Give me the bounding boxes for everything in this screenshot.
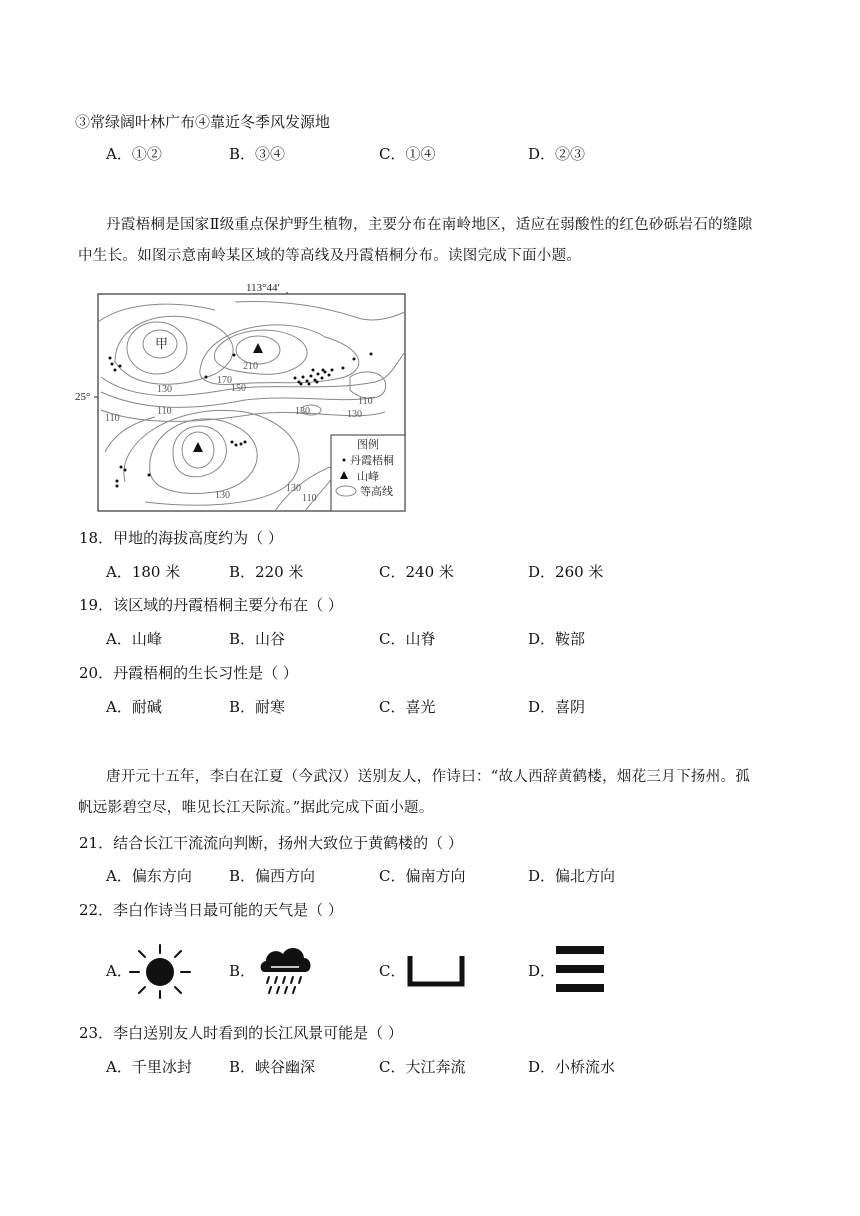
tree-dot <box>306 380 309 383</box>
tree-dot <box>308 383 311 386</box>
contour-label: 130 <box>157 384 172 395</box>
option-d: D．260 米 <box>528 563 604 581</box>
option-b: B．偏西方向 <box>229 867 316 885</box>
tree-dot <box>119 365 122 368</box>
question-21-stem: 21．结合长江干流流向判断，扬州大致位于黄鹤楼的（ ） <box>79 834 463 852</box>
question-stem-fragment: ③常绿阔叶林广布④靠近冬季风发源地 <box>75 113 331 131</box>
option-b: B．耐寒 <box>229 698 286 716</box>
contour-label: 130 <box>295 406 310 417</box>
tree-dot <box>312 369 315 372</box>
tree-dot <box>116 480 119 483</box>
contour-label: 110 <box>358 396 373 407</box>
option-a: A．①② <box>106 145 162 163</box>
tree-dot <box>300 383 303 386</box>
option-b: B．山谷 <box>229 630 286 648</box>
sandstorm-icon <box>407 954 465 988</box>
place-label-jia: 甲 <box>155 337 169 352</box>
tree-dot <box>294 377 297 380</box>
q20-options <box>106 696 666 718</box>
contour-label: 110 <box>157 406 172 417</box>
contour-label: 110 <box>105 413 120 424</box>
legend-tree-label: 丹霞梧桐 <box>350 454 394 467</box>
tree-dot <box>353 358 356 361</box>
option-b: B．峡谷幽深 <box>229 1058 316 1076</box>
sun-icon <box>126 943 194 999</box>
tree-dot <box>317 373 320 376</box>
option-c: C．①④ <box>379 145 436 163</box>
question-23-stem: 23．李白送别友人时看到的长江风景可能是（ ） <box>79 1024 403 1042</box>
q19-options <box>106 628 666 650</box>
legend-title: 图例 <box>357 438 379 451</box>
contour-label: 170 <box>217 375 232 386</box>
contour-label: 210 <box>243 361 258 372</box>
rain-cloud-icon <box>257 942 313 996</box>
tree-dot <box>331 369 334 372</box>
option-d: D．鞍部 <box>528 630 586 648</box>
tree-dot <box>328 374 331 377</box>
option-label: B． <box>229 962 256 980</box>
tree-dot-icon <box>343 459 346 462</box>
tree-dot <box>302 376 305 379</box>
q23-options <box>106 1056 666 1078</box>
tree-dot <box>316 381 319 384</box>
option-label: C． <box>379 962 406 980</box>
tree-dot <box>124 469 127 472</box>
option-label: A． <box>106 962 132 980</box>
option-a: A．180 米 <box>106 563 181 581</box>
question-19-stem: 19．该区域的丹霞梧桐主要分布在（ ） <box>79 596 343 614</box>
tree-dot <box>116 485 119 488</box>
tree-dot <box>240 443 243 446</box>
option-c: C．大江奔流 <box>379 1058 466 1076</box>
passage-1-line-2: 中生长。如图示意南岭某区域的等高线及丹霞梧桐分布。读图完成下面小题。 <box>78 248 582 264</box>
contour-label: 150 <box>231 383 246 394</box>
passage-1-line-1: 丹霞梧桐是国家Ⅱ级重点保护野生植物，主要分布在南岭地区，适应在弱酸性的红色砂砾岩石的缝隙 <box>106 217 753 233</box>
q21-options <box>106 865 666 887</box>
tree-dot <box>114 369 117 372</box>
contour-label: 110 <box>302 493 317 504</box>
tree-dot <box>310 375 313 378</box>
contour-label: 130 <box>215 490 230 501</box>
option-a: A．偏东方向 <box>106 867 192 885</box>
option-label: D． <box>528 962 556 980</box>
option-c: C．偏南方向 <box>379 867 466 885</box>
tree-dot <box>322 369 325 372</box>
tree-dot <box>111 363 114 366</box>
option-a: A．山峰 <box>106 630 162 648</box>
tree-dot <box>109 357 112 360</box>
question-22-stem: 22．李白作诗当日最可能的天气是（ ） <box>79 901 343 919</box>
option-d: D．小桥流水 <box>528 1058 616 1076</box>
tree-dot <box>233 354 236 357</box>
q17-options <box>106 143 666 165</box>
tree-dot <box>321 377 324 380</box>
option-a: A．千里冰封 <box>106 1058 192 1076</box>
map-legend <box>331 435 405 511</box>
contour-label: 130 <box>347 409 362 420</box>
passage-2-line-1: 唐开元十五年，李白在江夏（今武汉）送别友人，作诗曰：“故人西辞黄鹤楼，烟花三月下扬州。孤 <box>106 769 751 785</box>
q18-options <box>106 561 666 583</box>
tree-dot <box>244 441 247 444</box>
option-c: C．喜光 <box>379 698 436 716</box>
contour-label: 130 <box>286 483 301 494</box>
latitude-label: 25° <box>75 391 91 403</box>
passage-2-line-2: 帆远影碧空尽，唯见长江天际流。”据此完成下面小题。 <box>78 800 434 816</box>
option-b: B．220 米 <box>229 563 304 581</box>
tree-dot <box>205 376 208 379</box>
tree-dot <box>342 367 345 370</box>
contour-map <box>75 282 410 514</box>
fog-icon <box>556 946 606 994</box>
tree-dot <box>235 444 238 447</box>
option-c: C．山脊 <box>379 630 436 648</box>
question-20-stem: 20．丹霞梧桐的生长习性是（ ） <box>79 664 298 682</box>
legend-contour-label: 等高线 <box>360 485 393 498</box>
option-d: D．偏北方向 <box>528 867 616 885</box>
legend-peak-label: 山峰 <box>357 470 379 483</box>
question-18-stem: 18．甲地的海拔高度约为（ ） <box>79 529 283 547</box>
option-a: A．耐碱 <box>106 698 162 716</box>
option-b: B．③④ <box>229 145 286 163</box>
option-c: C．240 米 <box>379 563 454 581</box>
tree-dot <box>370 353 373 356</box>
option-d: D．②③ <box>528 145 586 163</box>
tree-dot <box>148 474 151 477</box>
longitude-label: 113°44′ <box>246 282 280 294</box>
option-d: D．喜阴 <box>528 698 586 716</box>
tree-dot <box>120 466 123 469</box>
tree-dot <box>231 441 234 444</box>
